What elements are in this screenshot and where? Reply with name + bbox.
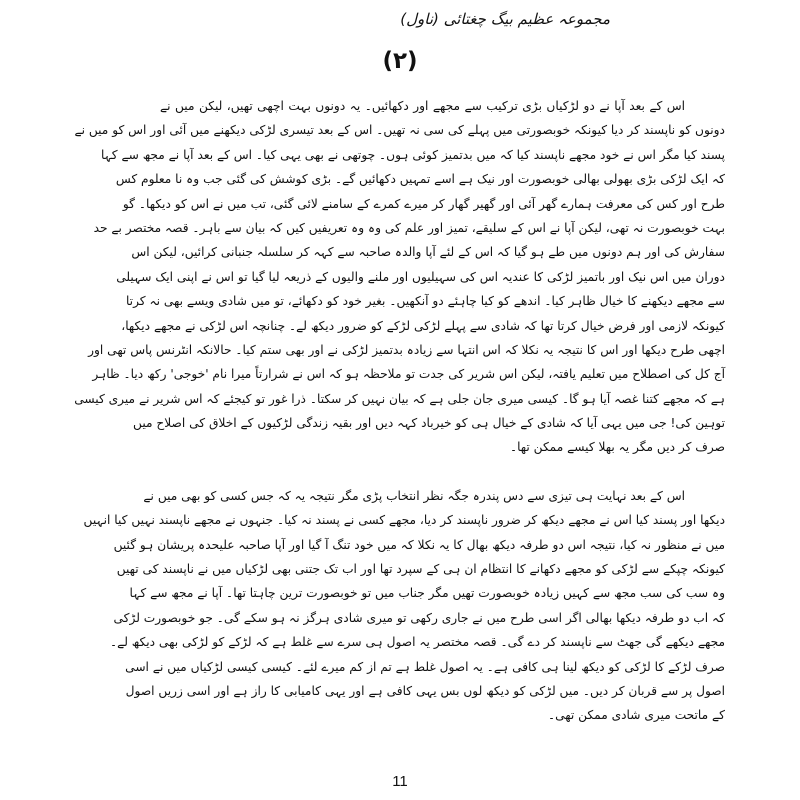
text-line: دیکھا اور پسند کیا اس نے مجھے دیکھ کر ضرور ناپسند کر دیا، مجھے کسی نے پسند نہ کیا۔ جنہوں نے مجھے ناپسند نہیں کیا انہیں — [83, 513, 725, 528]
text-line: دوران میں اس نیک اور باتمیز لڑکی کا عندیہ اس کی سہیلیوں اور ملنے والیوں کے ذریعہ لیا گیا تو اس نے اپنی ایک سہیلی — [116, 269, 725, 284]
text-line: اس کے بعد نہایت ہی تیزی سے دس پندرہ جگہ نظر انتخاب پڑی مگر نتیجہ یہ کہ جس کسی کو بھی میں نے — [143, 488, 685, 503]
text-line: کہ اب دو طرفہ دیکھا بھالی اگر اسی طرح میں نے جاری رکھی تو میری شادی ہرگز نہ ہو سکے گی۔ جو خوبصورت لڑکی — [113, 610, 725, 625]
text-line: سفارش کی اور ہم دونوں میں طے ہو گیا کہ اس کے لئے آپا والدہ صاحبہ سے کہہ کر سلسلہ جنبانی کرائیں، لیکن اس — [131, 245, 725, 260]
text-line: اصول پر سے قربان کر دیں۔ میں لڑکی کو دیکھ لوں بس یہی کافی ہے اور یہی کامیابی کا راز ہے اور اسی زریں اصول — [125, 683, 725, 698]
chapter-number: (۲) — [382, 48, 418, 74]
paragraph-1 — [74, 94, 725, 460]
text-line: میں نے منظور نہ کیا، نتیجہ اس دو طرفہ دیکھ بھال کا یہ نکلا کہ میں خود تنگ آ گیا اور آپا صاحبہ علیحدہ پریشان ہو گئیں — [113, 537, 725, 552]
text-line: کہ ایک لڑکی بڑی بھولی بھالی خوبصورت اور نیک ہے اسے تمہیں دکھائیں گے۔ بڑی کوشش کی گئی جب وہ نا معلوم کس — [115, 172, 725, 187]
text-line: صرف لڑکے کا لڑکی کو دیکھ لینا ہی کافی ہے۔ یہ اصول غلط ہے تم از کم میرے لئے۔ کیسی کیسی لڑکیاں میں نے اسی — [125, 659, 725, 674]
text-line: دونوں کو ناپسند کر دیا کیونکہ خوبصورتی میں پہلے کی سی نہ تھیں۔ اس کے بعد تیسری لڑکی دیکھنے میں آئی اور اس کو میں نے — [74, 123, 725, 138]
text-line: آج کل کی اصطلاح میں تعلیم یافتہ، لیکن اس شریر کی جدت تو ملاحظہ ہو کہ اس نے شرارتاً میرا نام 'خوجی' رکھ دیا۔ ظاہر — [92, 367, 725, 382]
text-line: وہ سب کی سب مجھ سے کہیں زیادہ خوبصورت تھیں مگر جناب میں تو خوبصورت ترین چاہتا تھا۔ آپا نے مجھ سے کہا — [129, 586, 725, 601]
page-body — [74, 94, 725, 728]
text-line: کیونکہ چپکے سے لڑکی کو مجھے دکھانے کا انتظام ان ہی کے سپرد تھا اور اب تک جتنی بھی لڑکیاں میں نے ناپسند کی تھیں — [116, 562, 725, 577]
text-line: اس کے بعد آپا نے دو لڑکیاں بڑی ترکیب سے مجھے اور دکھائیں۔ یہ دونوں بہت اچھی تھیں، لیکن میں نے — [160, 99, 685, 113]
paragraph-spacer — [160, 460, 725, 484]
text-line: طرح اور کس کی معرفت ہمارے گھر آئی اور گھیر گھار کر میرے کمرے کے سامنے لائی گئی، تب میں نے اس کو دیکھا۔ گو — [122, 196, 725, 211]
text-line: سے مجھے دیکھنے کا خیال ظاہر کیا۔ اندھے کو کیا چاہئے دو آنکھیں۔ بغیر خود کو دکھائے، تو میں شادی ویسے بھی نہ کرتا — [125, 294, 725, 309]
running-header: مجموعہ عظیم بیگ چغتائی (ناول) — [400, 10, 610, 28]
text-line: توہین کی! جی میں یہی آیا کہ شادی کے خیال ہی کو خیرباد کہہ دیں اور بقیہ زندگی لڑکیوں کے اخلاق کی اصلاح میں — [133, 416, 725, 431]
text-line: صرف کر دیں مگر یہ بھلا کیسے ممکن تھا۔ — [509, 440, 725, 455]
text-line: کے ماتحت میری شادی ممکن تھی۔ — [547, 708, 725, 723]
text-line: پسند کیا مگر اس نے خود مجھے ناپسند کیا کہ میں بدتمیز کوئی ہوں۔ چوتھی نے بھی یہی کیا۔ اس کے بعد آپا نے مجھ سے کہا — [100, 147, 725, 162]
text-line: اچھی طرح دیکھا اور اس کا نتیجہ یہ نکلا کہ اس انتہا سے زیادہ بدتمیز لڑکی نے اور بھی ستم کیا۔ حالانکہ انٹرنس پاس تھی اور — [88, 342, 725, 357]
page-number: 11 — [392, 773, 408, 790]
text-line: ہے کہ مجھے کتنا غصہ آیا ہو گا۔ کیسی میری جان جلی ہے کہ بیان نہیں کر سکتا۔ ذرا غور تو کیجئے کہ اس شریر نے میری کیسی — [74, 391, 725, 406]
text-line: مجھے دیکھے گی جھٹ سے ناپسند کر دے گی۔ قصہ مختصر یہ اصول ہی سرے سے غلط ہے کہ لڑکے کو لڑکی بھی دیکھ لے۔ — [109, 635, 725, 650]
paragraph-2 — [83, 484, 725, 728]
text-line: کیونکہ لازمی اور فرض خیال کرتا تھا کہ شادی سے پہلے لڑکی لڑکے کو ضرور دیکھ لے۔ چنانچہ اس لڑکی نے مجھے دیکھا، — [121, 318, 725, 333]
text-line: بہت خوبصورت نہ تھی، لیکن آپا نے اس کے سلیقے، تمیز اور علم کی وہ وہ تعریفیں کیں کہ بیان سے باہر۔ قصہ مختصر بے حد — [93, 220, 725, 235]
